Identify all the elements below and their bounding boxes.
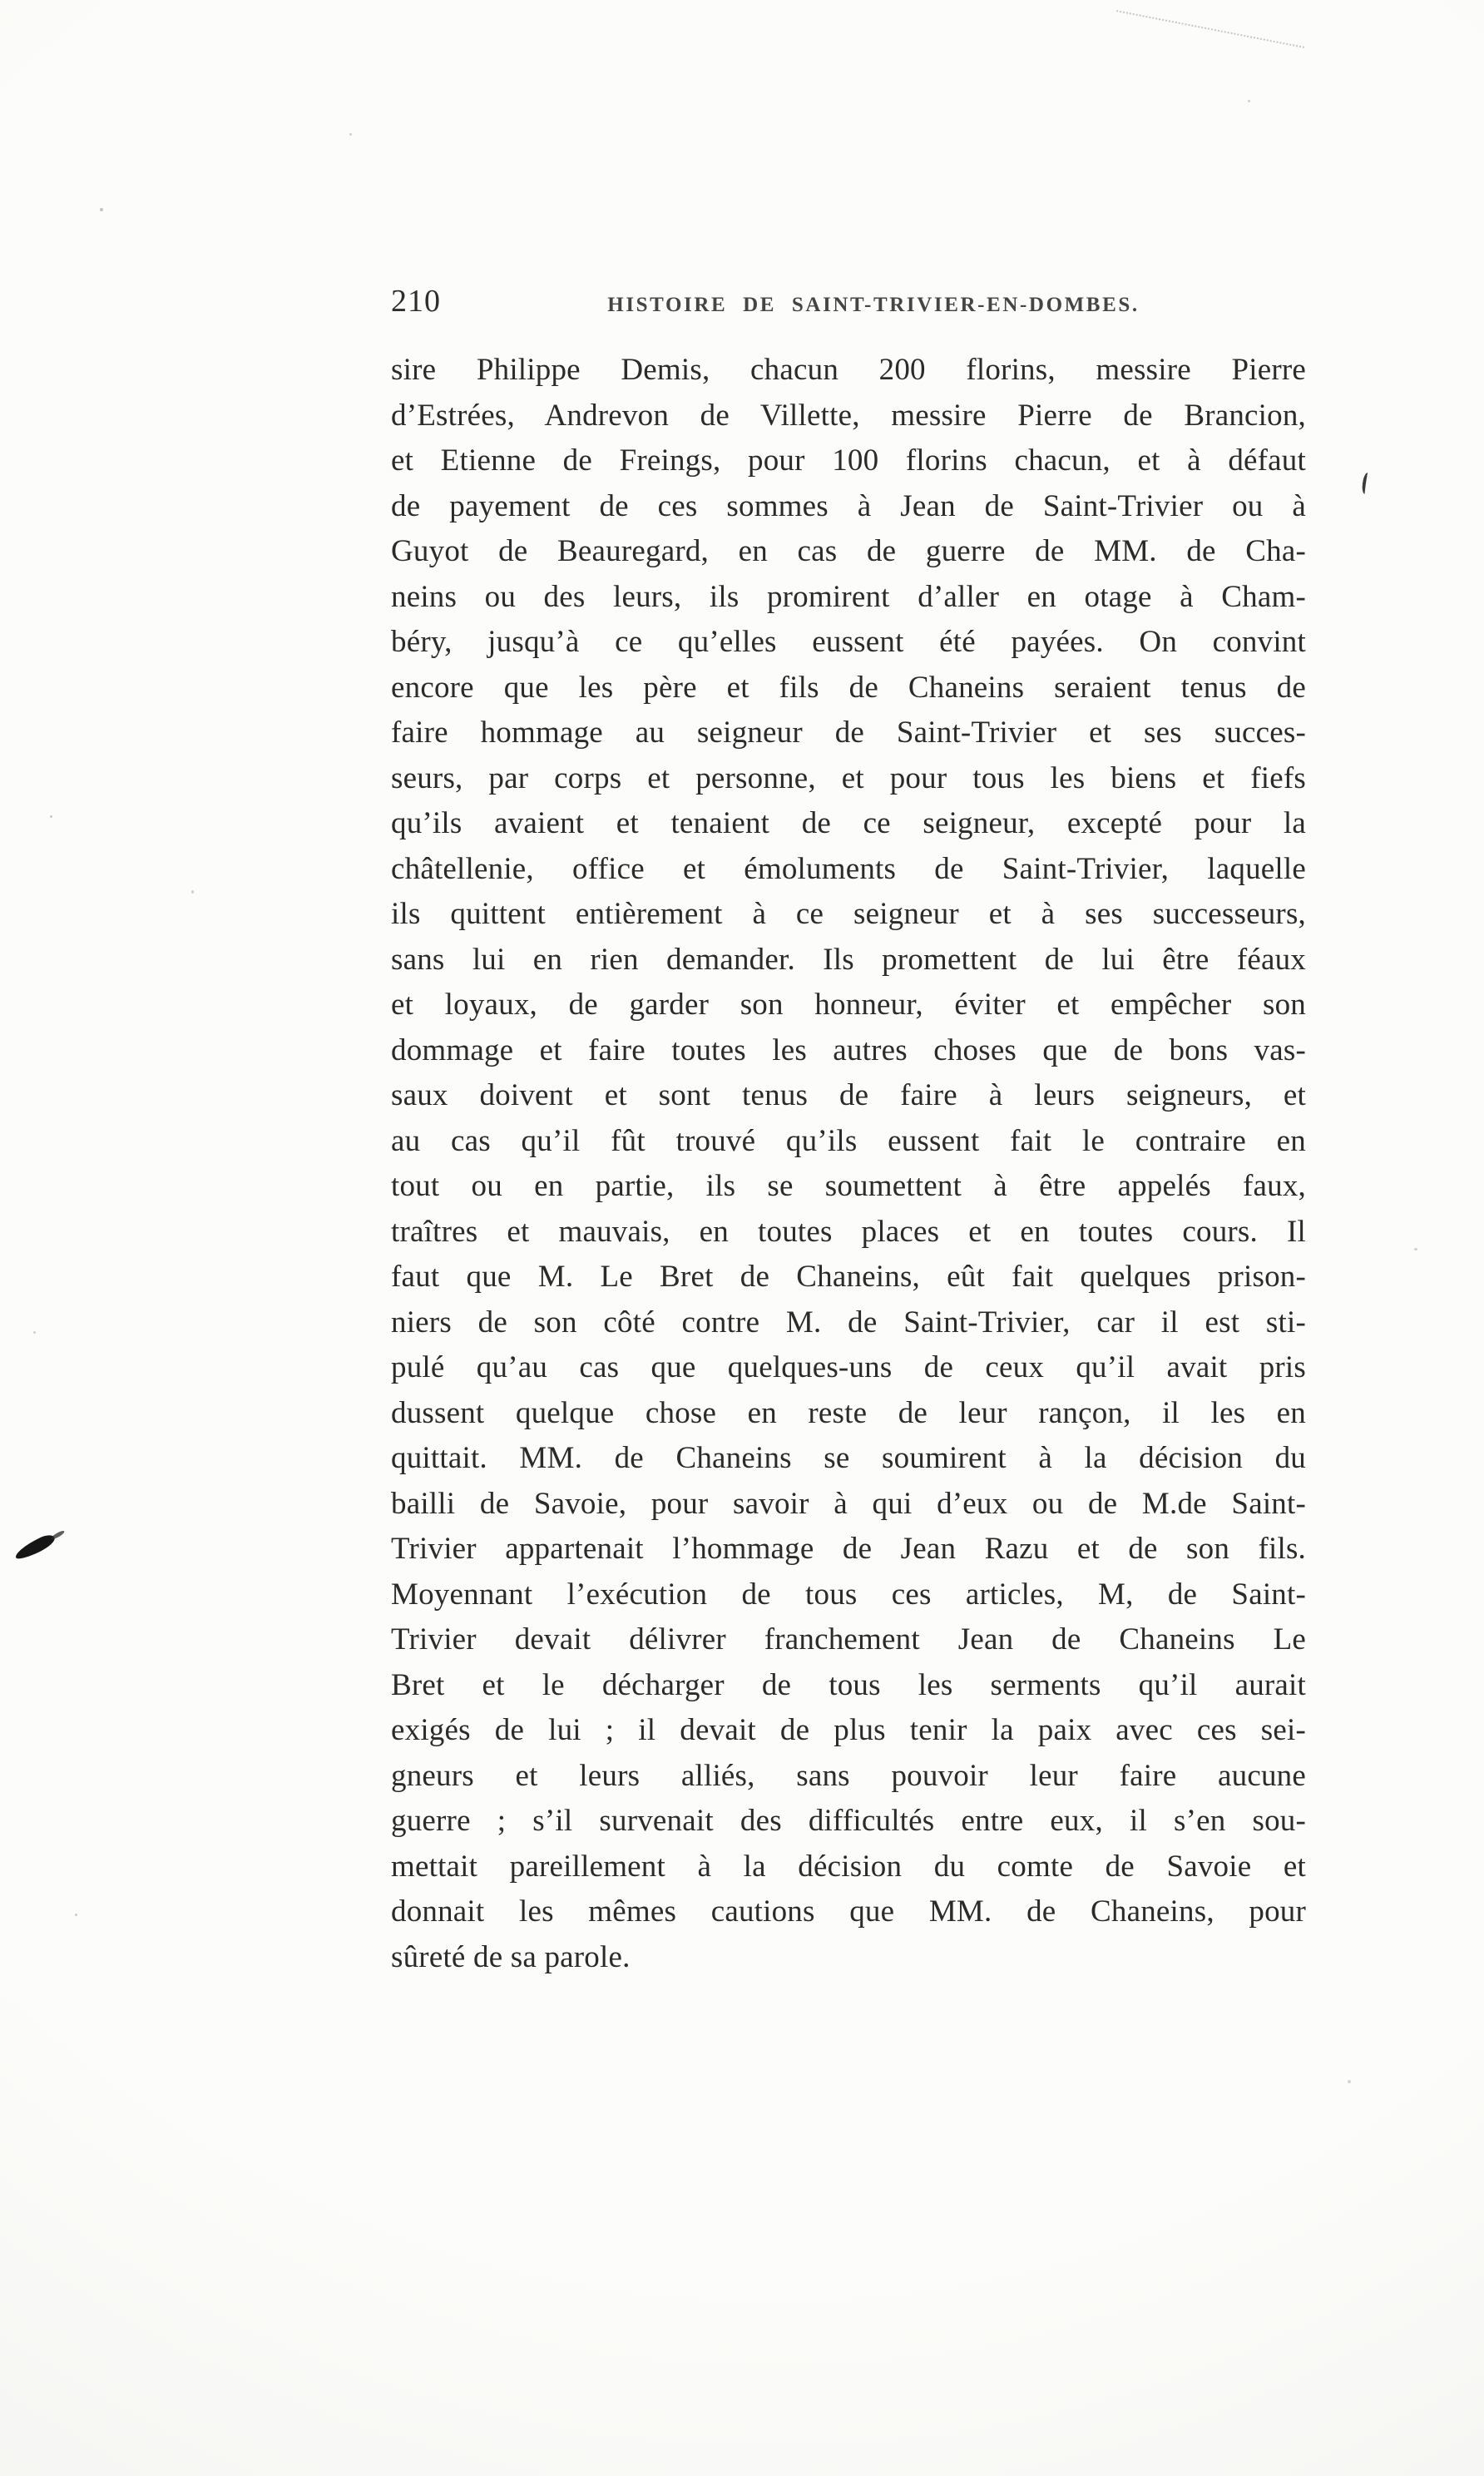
text-line: faut que M. Le Bret de Chaneins, eût fait quelques prison- [391,1260,1306,1294]
running-title: HISTOIRE DE SAINT-TRIVIER-EN-DOMBES. [607,294,1140,316]
text-line: et Etienne de Freings, pour 100 florins chacun, et à défaut [391,443,1306,478]
text-line: dussent quelque chose en reste de leur rançon, il les en [391,1395,1306,1430]
text-line: mettait pareillement à la décision du comte de Savoie et [391,1849,1306,1884]
text-line: d’Estrées, Andrevon de Villette, messire Pierre de Brancion, [391,398,1306,433]
page-header [391,283,1306,319]
text-line: niers de son côté contre M. de Saint-Trivier, car il est sti- [391,1305,1306,1340]
text-line: Trivier appartenait l’hommage de Jean Razu et de son fils. [391,1532,1306,1566]
text-line: châtellenie, office et émoluments de Saint-Trivier, laquelle [391,851,1306,886]
text-block [391,348,1306,1980]
text-line: faire hommage au seigneur de Saint-Trivier et ses succes- [391,716,1306,750]
scan-speckle [1348,2080,1351,2083]
text-line: qu’ils avaient et tenaient de ce seigneur, excepté pour la [391,806,1306,840]
text-line: de payement de ces sommes à Jean de Saint-Trivier ou à [391,488,1306,523]
page-number: 210 [391,284,441,319]
text-line: Moyennant l’exécution de tous ces articles, M, de Saint- [391,1577,1306,1612]
text-line: au cas qu’il fût trouvé qu’ils eussent fait le contraire en [391,1123,1306,1158]
text-line: gneurs et leurs alliés, sans pouvoir leur faire aucune [391,1758,1306,1793]
text-line: tout ou en partie, ils se soumettent à être appelés faux, [391,1169,1306,1203]
text-line: guerre ; s’il survenait des difficultés entre eux, il s’en sou- [391,1804,1306,1838]
text-line: sire Philippe Demis, chacun 200 florins, messire Pierre [391,353,1306,387]
text-line: sans lui en rien demander. Ils promettent de lui être féaux [391,942,1306,977]
text-line: quittait. MM. de Chaneins se soumirent à la décision du [391,1441,1306,1475]
scan-speckle [191,890,194,894]
text-line: seurs, par corps et personne, et pour tous les biens et fiefs [391,760,1306,795]
text-line: ils quittent entièrement à ce seigneur et à ses successeurs, [391,897,1306,931]
text-line: sûreté de sa parole. [391,1939,631,1974]
text-line: dommage et faire toutes les autres choses que de bons vas- [391,1032,1306,1067]
scan-speckle [33,1331,36,1334]
text-line: bailli de Savoie, pour savoir à qui d’eux ou de M.de Saint- [391,1486,1306,1521]
scan-speckle [50,815,52,818]
text-line: Bret et le décharger de tous les serments qu’il aurait [391,1667,1306,1702]
scan-speckle [1248,100,1250,102]
text-line: exigés de lui ; il devait de plus tenir la paix avec ces sei- [391,1713,1306,1747]
text-line: neins ou des leurs, ils promirent d’aller en otage à Cham- [391,579,1306,614]
text-line: donnait les mêmes cautions que MM. de Chaneins, pour [391,1894,1306,1929]
scan-speckle [349,133,352,136]
text-line: béry, jusqu’à ce qu’elles eussent été payées. On convint [391,625,1306,659]
text-line: pulé qu’au cas que quelques-uns de ceux qu’il avait pris [391,1350,1306,1384]
text-line: traîtres et mauvais, en toutes places et en toutes cours. Il [391,1214,1306,1249]
scan-speckle [100,208,103,211]
text-line: et loyaux, de garder son honneur, éviter et empêcher son [391,988,1306,1022]
text-line: saux doivent et sont tenus de faire à leurs seigneurs, et [391,1078,1306,1112]
text-line: Guyot de Beauregard, en cas de guerre de MM. de Cha- [391,534,1306,568]
text-line: encore que les père et fils de Chaneins seraient tenus de [391,670,1306,705]
scan-speckle [1414,1248,1417,1250]
text-line: Trivier devait délivrer franchement Jean de Chaneins Le [391,1622,1306,1656]
scan-speckle [75,1914,77,1916]
